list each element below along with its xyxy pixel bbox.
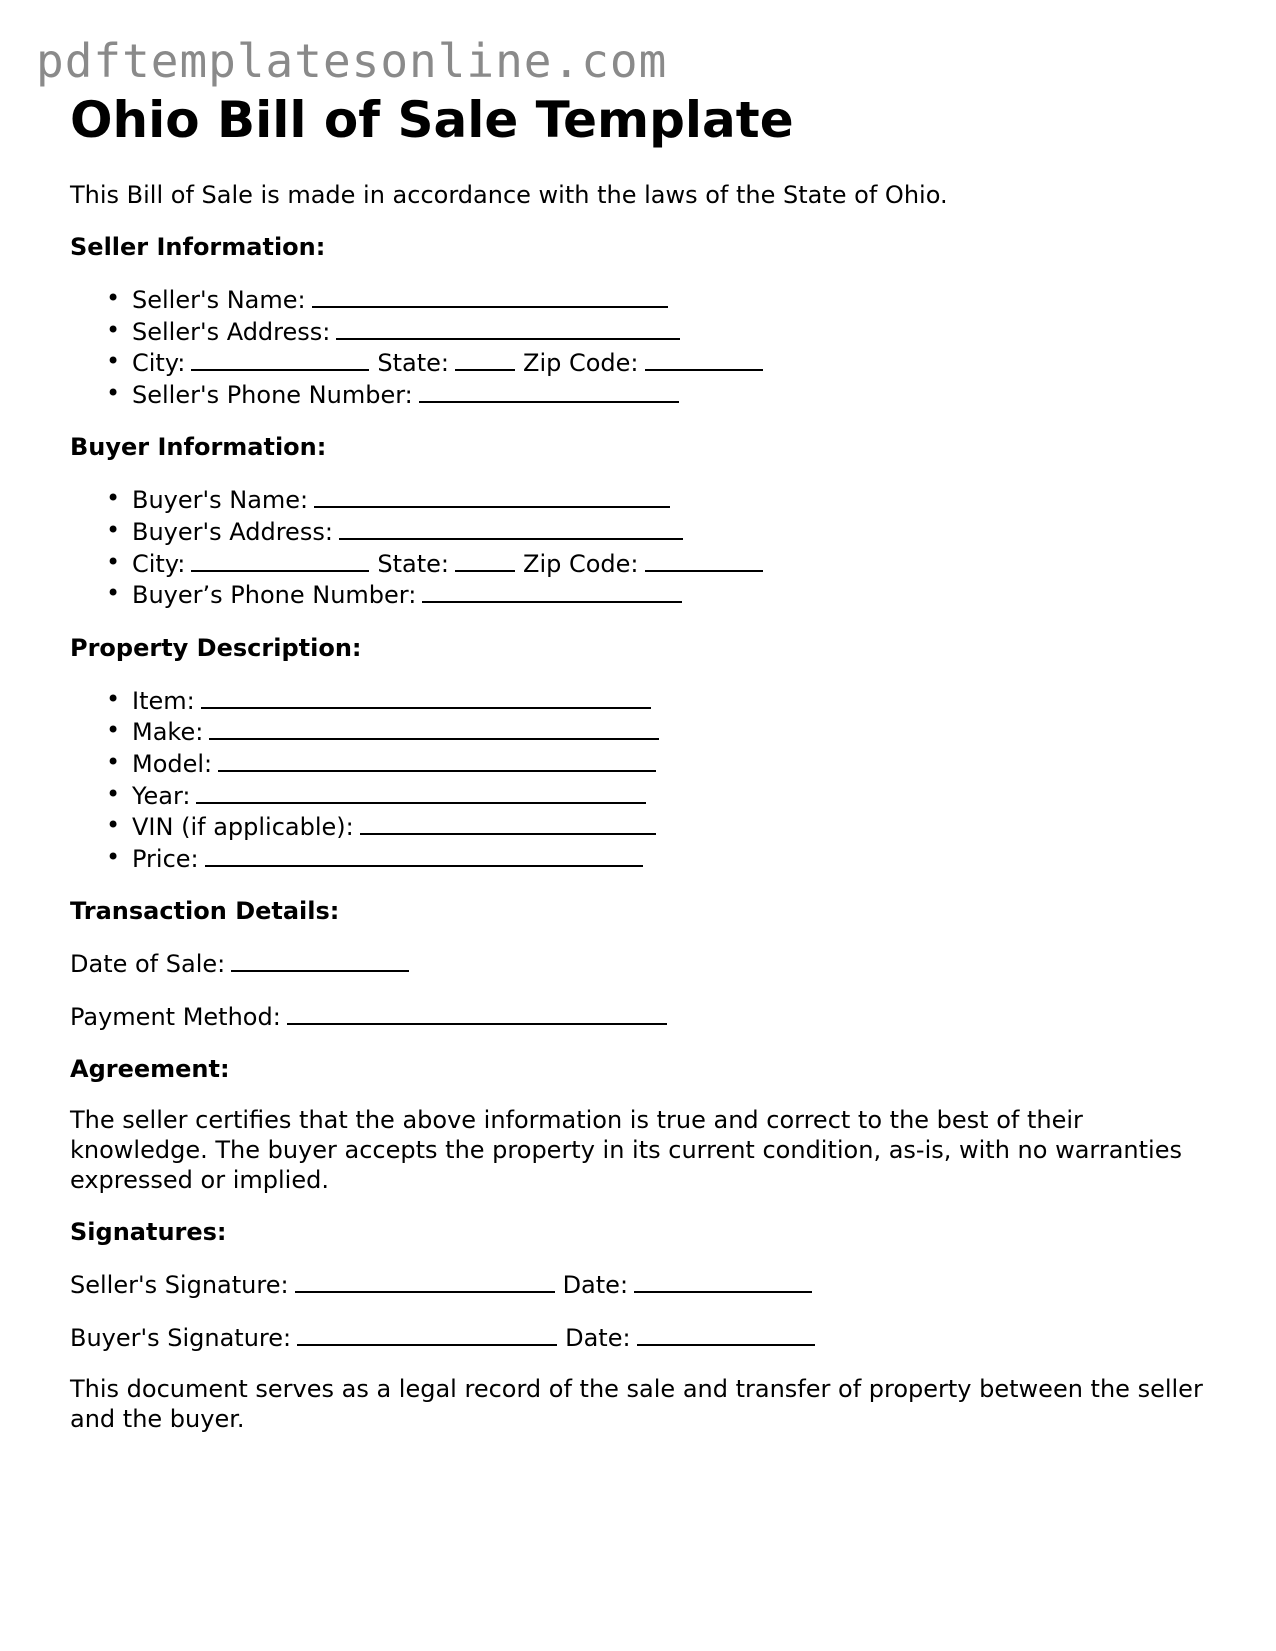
buyer-signature-date-label: Date:	[565, 1324, 631, 1353]
seller-zip-field[interactable]	[645, 347, 763, 371]
property-price-field[interactable]	[205, 843, 643, 867]
property-item-field[interactable]	[201, 685, 651, 709]
buyer-city-state-zip-row	[132, 548, 1220, 580]
closing-text: This document serves as a legal record of the sale and transfer of property between the seller and the buyer.	[70, 1375, 1203, 1433]
buyer-address-row	[132, 516, 1220, 548]
buyer-phone-label: Buyer’s Phone Number:	[132, 581, 417, 610]
buyer-fields-list	[70, 484, 1220, 610]
seller-state-field[interactable]	[455, 347, 515, 371]
seller-signature-row	[70, 1269, 1220, 1300]
signatures-section-heading: Signatures:	[70, 1218, 227, 1247]
property-item-label: Item:	[132, 686, 195, 715]
property-make-field[interactable]	[209, 716, 659, 740]
seller-city-label: City:	[132, 349, 186, 378]
property-vin-row	[132, 811, 1220, 843]
buyer-name-label: Buyer's Name:	[132, 486, 309, 515]
seller-address-label: Seller's Address:	[132, 317, 331, 346]
transaction-section-heading: Transaction Details:	[70, 897, 340, 926]
seller-fields-list	[70, 284, 1220, 410]
buyer-state-field[interactable]	[455, 548, 515, 572]
seller-signature-field[interactable]	[295, 1269, 555, 1293]
buyer-signature-date-field[interactable]	[637, 1322, 815, 1346]
seller-name-row	[132, 284, 1220, 316]
document-page	[70, 88, 1220, 1434]
seller-address-field[interactable]	[336, 316, 680, 340]
property-make-row	[132, 716, 1220, 748]
buyer-signature-label: Buyer's Signature:	[70, 1324, 292, 1353]
date-of-sale-label: Date of Sale:	[70, 950, 226, 979]
property-vin-field[interactable]	[360, 811, 656, 835]
property-year-field[interactable]	[196, 780, 646, 804]
seller-phone-label: Seller's Phone Number:	[132, 380, 413, 409]
property-fields-list	[70, 685, 1220, 875]
payment-method-row	[70, 1001, 1220, 1032]
intro-text: This Bill of Sale is made in accordance with the laws of the State of Ohio.	[70, 181, 948, 209]
seller-city-state-zip-row	[132, 347, 1220, 379]
seller-signature-date-field[interactable]	[634, 1269, 812, 1293]
seller-signature-date-label: Date:	[562, 1271, 629, 1300]
buyer-name-field[interactable]	[314, 484, 670, 508]
property-item-row	[132, 685, 1220, 717]
buyer-zip-label: Zip Code:	[523, 549, 639, 578]
seller-city-field[interactable]	[191, 347, 369, 371]
seller-name-label: Seller's Name:	[132, 286, 306, 314]
buyer-state-label: State:	[377, 549, 450, 578]
property-model-row	[132, 748, 1220, 780]
watermark: pdftemplatesonline.com	[36, 34, 668, 88]
property-price-label: Price:	[132, 844, 199, 873]
agreement-section-heading: Agreement:	[70, 1055, 230, 1084]
date-of-sale-field[interactable]	[231, 948, 409, 972]
date-of-sale-row	[70, 948, 1220, 979]
property-price-row	[132, 843, 1220, 875]
buyer-name-row	[132, 484, 1220, 516]
payment-method-label: Payment Method:	[70, 1003, 281, 1032]
buyer-phone-row	[132, 579, 1220, 611]
seller-section-heading: Seller Information:	[70, 233, 326, 261]
seller-zip-label: Zip Code:	[523, 349, 639, 378]
seller-address-row	[132, 316, 1220, 348]
document-title: Ohio Bill of Sale Template	[70, 91, 794, 149]
buyer-city-field[interactable]	[191, 548, 369, 572]
buyer-section-heading: Buyer Information:	[70, 433, 327, 462]
buyer-signature-field[interactable]	[297, 1322, 557, 1346]
seller-state-label: State:	[377, 349, 450, 378]
property-section-heading: Property Description:	[70, 633, 362, 662]
seller-phone-field[interactable]	[419, 379, 679, 403]
seller-signature-label: Seller's Signature:	[70, 1271, 289, 1300]
property-vin-label: VIN (if applicable):	[132, 813, 354, 842]
agreement-text: The seller certifies that the above information is true and correct to the best of their knowledge. The buyer accepts the property in its current condition, as-is, with no warranties expressed or implied.	[70, 1106, 1182, 1194]
property-year-row	[132, 780, 1220, 812]
seller-name-field[interactable]	[312, 284, 668, 308]
buyer-zip-field[interactable]	[645, 548, 763, 572]
property-year-label: Year:	[132, 781, 191, 810]
buyer-city-label: City:	[132, 549, 186, 578]
seller-phone-row	[132, 379, 1220, 411]
buyer-address-field[interactable]	[339, 516, 683, 540]
buyer-signature-row	[70, 1322, 1220, 1353]
property-make-label: Make:	[132, 718, 204, 747]
buyer-phone-field[interactable]	[422, 579, 682, 603]
buyer-address-label: Buyer's Address:	[132, 517, 333, 546]
property-model-label: Model:	[132, 749, 213, 778]
property-model-field[interactable]	[218, 748, 656, 772]
payment-method-field[interactable]	[287, 1001, 667, 1025]
